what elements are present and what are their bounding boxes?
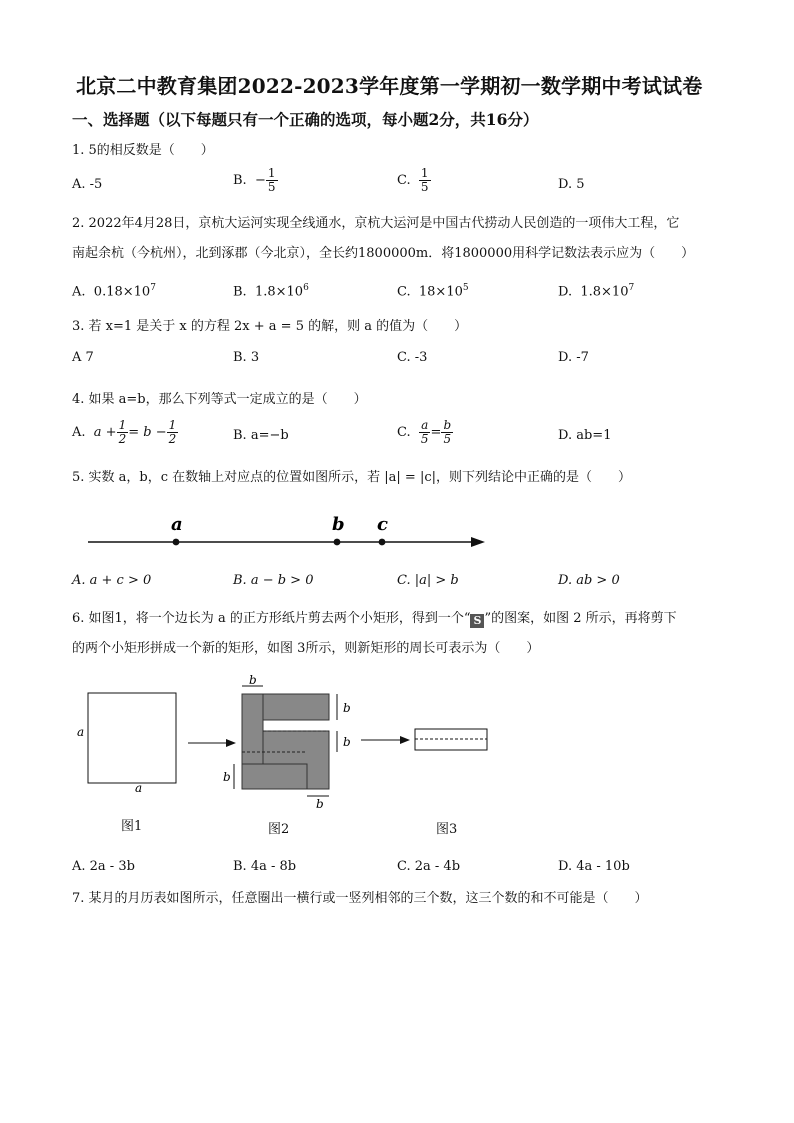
fig2-b-r1-label: b: [343, 701, 351, 715]
q4-option-a: A. a + $\frac{1}{2}$ = b − $\frac{1}{2}$: [72, 418, 177, 446]
q6-option-b: B. 4a - 8b: [233, 859, 297, 874]
q2-stem-line1: 2. 2022年4月28日，京杭大运河实现全线通水，京杭大运河是中国古代捞动人民创造的一项伟大工程，它: [72, 216, 680, 231]
q1-option-c: C. $\frac{1}{5}$: [397, 166, 429, 194]
q3-option-c: C. -3: [397, 350, 428, 365]
q1-option-a: A. -5: [72, 177, 103, 192]
q5-option-a: A. a + c > 0: [72, 573, 152, 588]
q6-stem-line1: 6. 如图1，将一个边长为 a 的正方形纸片剪去两个小矩形，得到一个“ S ”的图案，如图 2 所示，再将剪下: [72, 611, 677, 627]
arrow-2-head: [400, 736, 410, 744]
q2-option-d: D. $1.8\times 10^7$: [558, 283, 635, 300]
section-heading: 一、选择题（以下每题只有一个正确的选项，每小题2分，共16分）: [72, 110, 539, 129]
fig1-side-bottom-label: a: [135, 781, 143, 795]
q4-c-fraction-1: $\frac{a}{5}$: [420, 418, 429, 446]
q4-stem: 4. 如果 a=b，那么下列等式一定成立的是（ ）: [72, 392, 367, 407]
fig2-b-bottom-label: b: [316, 797, 324, 811]
q3-option-d: D. -7: [558, 350, 589, 365]
number-line-diagram: [80, 508, 500, 558]
s-shape-icon: S: [470, 614, 484, 628]
number-line-arrow: [471, 537, 485, 547]
fig2-left-bar: [242, 694, 263, 764]
q4-option-c: C. $\frac{a}{5}$ = $\frac{b}{5}$: [397, 418, 452, 446]
q1-option-d: D. 5: [558, 177, 585, 192]
q6-option-a: A. 2a - 3b: [72, 859, 135, 874]
q2-option-b: B. $1.8\times 10^6$: [233, 283, 309, 300]
q2-option-c: C. $18\times 10^5$: [397, 283, 469, 300]
fig2-caption: 图2: [268, 822, 290, 837]
q4-option-b: B. a=−b: [233, 428, 289, 443]
q1-c-fraction: $\frac{1}{5}$: [420, 166, 429, 194]
q6-option-d: D. 4a - 10b: [558, 859, 630, 874]
fig2-b-r2-label: b: [343, 735, 351, 749]
q4-a-fraction-2: $\frac{1}{2}$: [168, 418, 177, 446]
q7-stem: 7. 某月的月历表如图所示，任意圈出一横行或一竖列相邻的三个数，这三个数的和不可能是（ ）: [72, 891, 648, 906]
point-b: [334, 539, 341, 546]
fig2-bottom-bar: [242, 764, 307, 789]
q4-a-fraction-1: $\frac{1}{2}$: [118, 418, 127, 446]
point-c: [379, 539, 386, 546]
q6-stem-line2: 的两个小矩形拼成一个新的矩形，如图 3所示，则新矩形的周长可表示为（ ）: [72, 641, 540, 656]
q4-c-fraction-2: $\frac{b}{5}$: [443, 418, 452, 446]
q5-option-b: B. a − b > 0: [233, 573, 314, 588]
label-c: c: [377, 514, 388, 535]
q5-option-c: C. |a| > b: [397, 573, 459, 588]
fig3-caption: 图3: [436, 822, 458, 837]
fig1-square: [88, 693, 176, 783]
arrow-1-head: [226, 739, 236, 747]
q5-option-d: D. ab > 0: [558, 573, 620, 588]
q2-option-a: A. $0.18\times 10^7$: [72, 283, 156, 300]
label-a: a: [171, 514, 183, 535]
q6-option-c: C. 2a - 4b: [397, 859, 461, 874]
point-a: [173, 539, 180, 546]
label-b: b: [332, 514, 345, 535]
q1-option-b: B. − $\frac{1}{5}$: [233, 166, 276, 194]
q3-option-b: B. 3: [233, 350, 260, 365]
q1-stem: 1. 5的相反数是（ ）: [72, 143, 214, 158]
fig2-b-left-label: b: [223, 770, 231, 784]
q5-stem: 5. 实数 a，b，c 在数轴上对应点的位置如图所示，若 |a| = |c|，则下列结论中正确的是（ ）: [72, 470, 631, 485]
q3-stem: 3. 若 x=1 是关于 x 的方程 2x + a = 5 的解，则 a 的值为（ ）: [72, 319, 468, 334]
q4-option-d: D. ab=1: [558, 428, 612, 443]
q2-stem-line2: 南起余杭（今杭州），北到涿郡（今北京），全长约1800000m．将1800000用科学记数法表示应为（ ）: [72, 246, 695, 261]
page-title: 北京二中教育集团2022-2023学年度第一学期初一数学期中考试试卷: [76, 74, 703, 98]
fig2-b-top-label: b: [249, 673, 257, 687]
fig1-caption: 图1: [121, 819, 143, 834]
q1-b-fraction: $\frac{1}{5}$: [267, 166, 276, 194]
q3-option-a: A 7: [72, 350, 94, 365]
fig1-side-left-label: a: [77, 725, 85, 739]
